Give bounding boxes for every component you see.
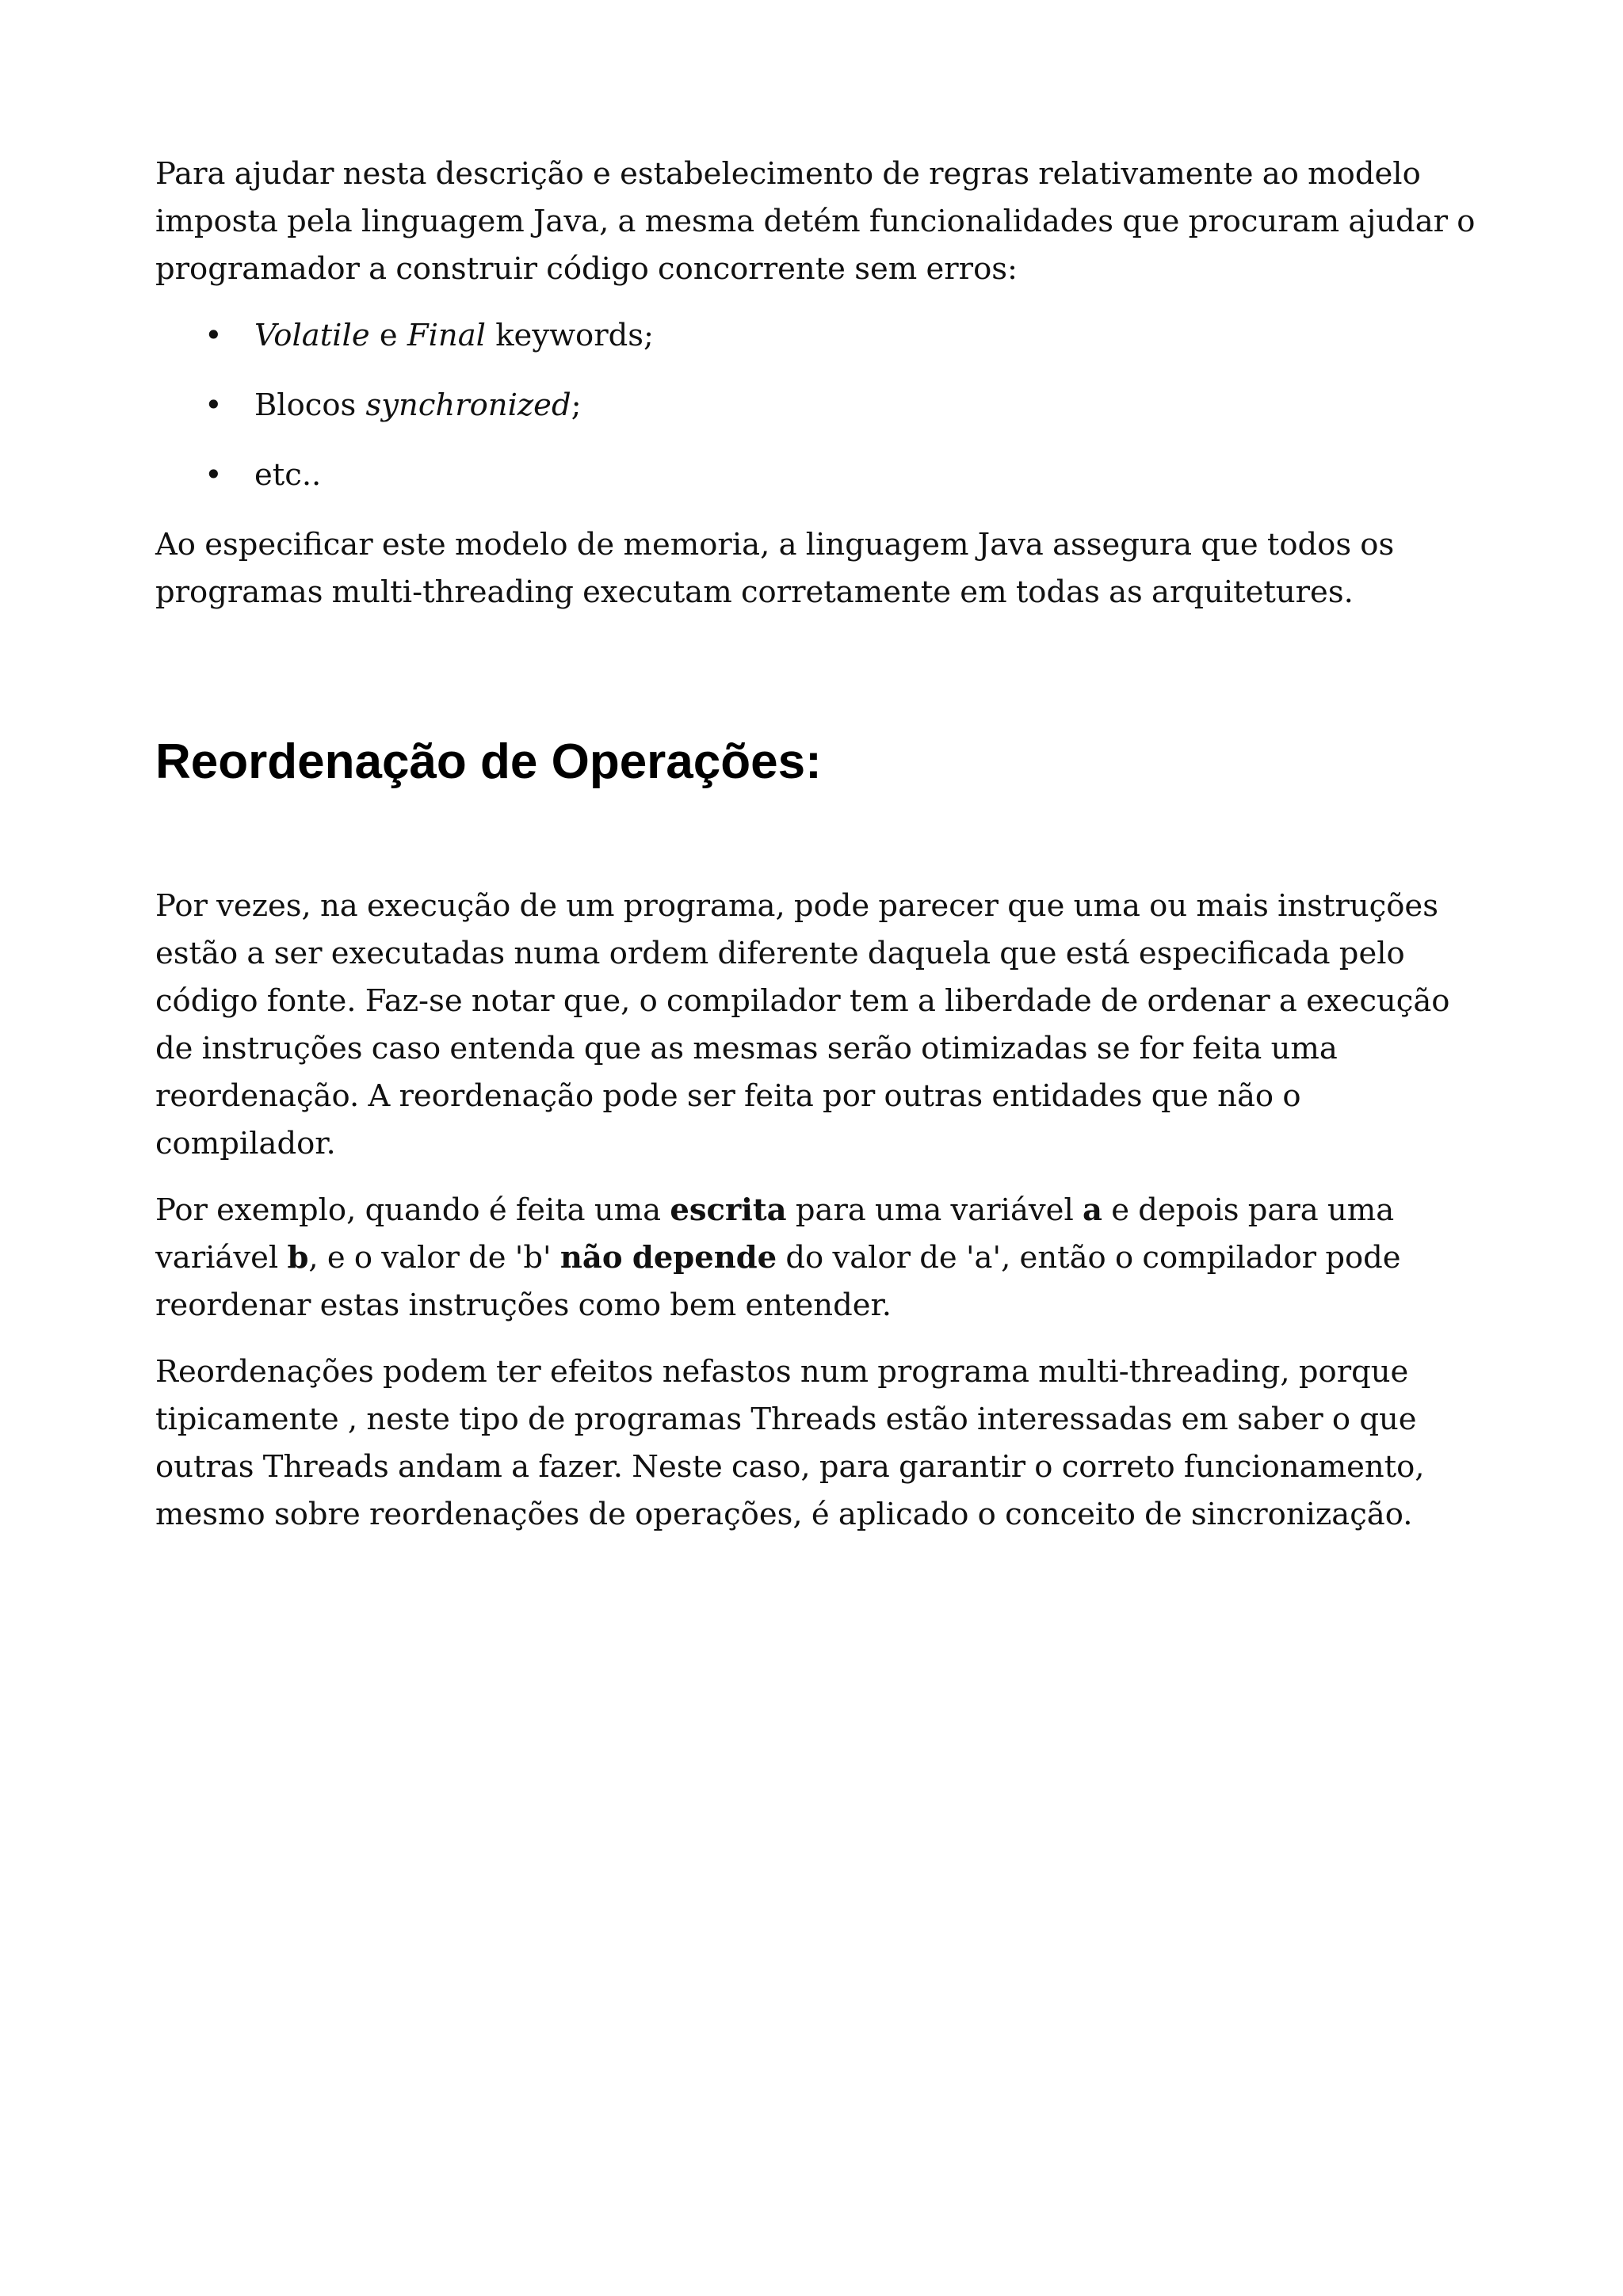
list-item-italic: synchronized (365, 387, 571, 423)
list-item-text: etc.. (254, 457, 322, 493)
example-bold: b (287, 1240, 309, 1276)
list-item-text: keywords; (485, 318, 654, 353)
example-text: Por exemplo, quando é feita uma (155, 1192, 670, 1228)
reorder-paragraph: Por vezes, na execução de um programa, pode parecer que uma ou mais instruções estão a ser executadas numa ordem diferente daquela que está especificada pelo código fonte. Faz-se notar que, o compilador tem a liberdade de ordenar a execução de instruções caso entenda que as mesmas serão otimizadas se for feita uma reordenação. A reordenação pode ser feita por outras entidades que não o compilador. (155, 888, 1450, 1161)
bullet-icon: • (204, 457, 223, 493)
list-item (155, 382, 1487, 429)
feature-list (155, 312, 1487, 499)
memory-model-paragraph: Ao especificar este modelo de memoria, a linguagem Java assegura que todos os programas multi-threading executam corretamente em todas as arquitetures. (155, 527, 1395, 610)
example-bold: a (1083, 1192, 1102, 1228)
bullet-icon: • (204, 387, 223, 423)
list-item-text: e (369, 318, 407, 353)
example-text: para uma variável (786, 1192, 1083, 1228)
list-item-text: Blocos (254, 387, 366, 423)
example-text: , e o valor de 'b' (308, 1240, 560, 1276)
example-text: do valor de 'a', então o compilador pode reordenar estas instruções como bem entender. (155, 1240, 1401, 1323)
section-spacer (155, 635, 1487, 730)
list-item (155, 312, 1487, 360)
document-body (155, 151, 1487, 1558)
section-heading: Reordenação de Operações: (155, 734, 822, 789)
example-text: e depois para uma variável (155, 1192, 1395, 1276)
list-item-text: ; (571, 387, 582, 423)
intro-paragraph: Para ajudar nesta descrição e estabelecimento de regras relativamente ao modelo imposta pela linguagem Java, a mesma detém funcionalidades que procuram ajudar o programador a construir código concorrente sem erros: (155, 156, 1476, 287)
list-item-italic: Final (407, 318, 486, 353)
example-bold: escrita (670, 1192, 787, 1228)
list-item-italic: Volatile (254, 318, 370, 353)
list-item (155, 452, 1487, 499)
reorder-effects-paragraph: Reordenações podem ter efeitos nefastos num programa multi-threading, porque tipicamente , neste tipo de programas Threads estão interessadas em saber o que outras Threads andam a fazer. Neste caso, para garantir o correto funcionamento, mesmo sobre reordenações de operações, é aplicado o conceito de sincronização. (155, 1354, 1425, 1532)
example-bold: não depende (559, 1240, 777, 1276)
example-paragraph (155, 1187, 1487, 1329)
bullet-icon: • (204, 318, 223, 353)
